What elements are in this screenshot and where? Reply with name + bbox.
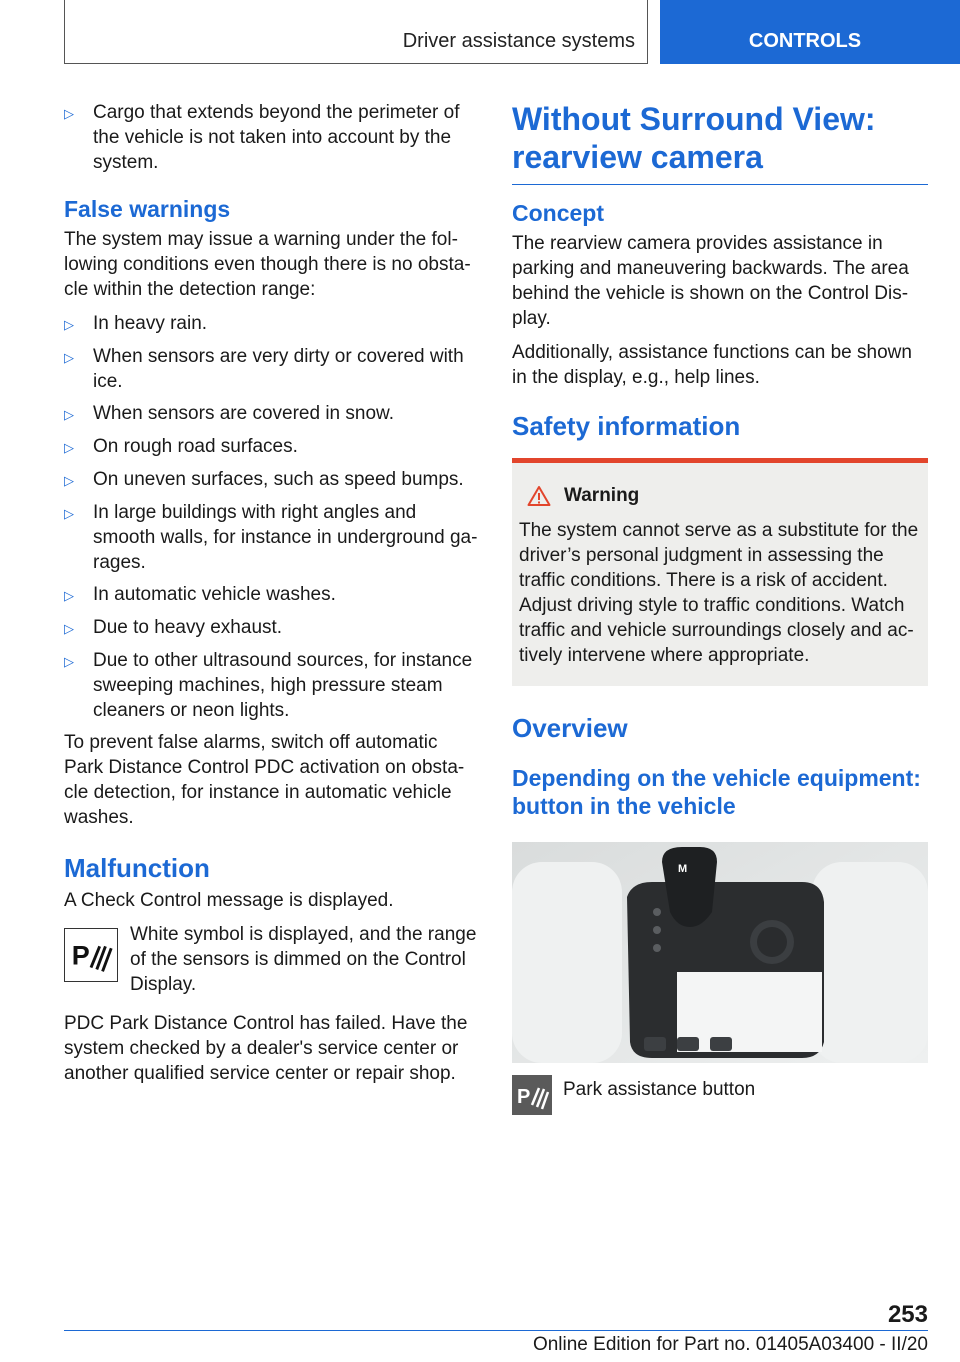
header-tab-label: CONTROLS bbox=[748, 30, 862, 52]
footer-edition: Online Edition for Part no. 01405A03400 - II/20 bbox=[532, 1334, 928, 1355]
list-item bbox=[64, 311, 480, 337]
warning-box bbox=[512, 458, 928, 686]
warning-title: Warning bbox=[564, 485, 640, 506]
list-item-text: On rough road surfaces. bbox=[93, 436, 298, 457]
list-item-text: On uneven surfaces, such as speed bumps. bbox=[93, 469, 464, 490]
false-warnings-outro: To prevent false alarms, switch off automatic Park Distance Control PDC activation on obsta-cle detection, for instance in automatic vehicle washes. bbox=[64, 732, 465, 828]
list-item-text: In automatic vehicle washes. bbox=[93, 584, 336, 605]
header-tab-controls[interactable] bbox=[660, 0, 960, 64]
bullet-triangle-icon: ▷ bbox=[64, 440, 74, 455]
section-heading-false-warnings: False warnings bbox=[64, 196, 231, 222]
header-section-title: Driver assistance systems bbox=[402, 30, 635, 52]
warning-title-row bbox=[519, 485, 922, 507]
section-heading-concept: Concept bbox=[512, 200, 604, 226]
list-item-text: When sensors are covered in snow. bbox=[93, 403, 394, 424]
list-item-text: In large buildings with right angles and smooth walls, for instance in underground ga-rages. bbox=[93, 502, 478, 573]
section-heading-overview: Overview bbox=[512, 713, 628, 743]
title-divider bbox=[512, 184, 928, 185]
bullet-triangle-icon: ▷ bbox=[64, 317, 74, 332]
svg-text:P: P bbox=[517, 1086, 531, 1108]
list-item-text: Due to other ultrasound sources, for instance sweeping machines, high pressure steam cleaners or neon lights. bbox=[93, 650, 473, 721]
warning-text: The system cannot serve as a substitute for the driver’s personal judgment in assessing the traffic conditions. There is a risk of accident. Adjust driving style to traffic conditions. Watch traffic and vehicle surroundings closely and ac-tively intervene where appropriate. bbox=[519, 520, 919, 666]
bullet-triangle-icon: ▷ bbox=[64, 106, 74, 121]
center-console-photo bbox=[512, 842, 928, 1063]
list-item bbox=[64, 401, 480, 427]
subsection-heading-button: Depending on the vehicle equipment: button in the vehicle bbox=[512, 765, 921, 819]
park-assistance-caption: Park assistance button bbox=[563, 1079, 756, 1100]
list-item-text: In heavy rain. bbox=[93, 313, 208, 334]
svg-text:M: M bbox=[678, 863, 688, 875]
bullet-triangle-icon: ▷ bbox=[64, 506, 74, 521]
list-item bbox=[64, 648, 480, 723]
bullet-triangle-icon: ▷ bbox=[64, 654, 74, 669]
section-heading-malfunction: Malfunction bbox=[64, 853, 210, 883]
concept-paragraph-2: Additionally, assistance functions can be shown in the display, e.g., help lines. bbox=[512, 342, 912, 388]
list-item-text: Due to heavy exhaust. bbox=[93, 617, 283, 638]
pdc-symbol-row bbox=[64, 922, 480, 997]
list-item bbox=[64, 344, 480, 394]
footer-divider bbox=[64, 1330, 928, 1331]
list-item-text: Cargo that extends beyond the perimeter of the vehicle is not taken into account by the system. bbox=[93, 102, 460, 173]
bullet-triangle-icon: ▷ bbox=[64, 407, 74, 422]
svg-text:P: P bbox=[71, 940, 90, 971]
list-item bbox=[64, 467, 480, 493]
chapter-title: Without Surround View: rearview camera bbox=[512, 101, 876, 175]
park-distance-control-icon bbox=[64, 928, 118, 982]
page-number: 253 bbox=[887, 1301, 928, 1328]
list-item bbox=[64, 615, 480, 641]
concept-paragraph-1: The rearview camera provides assistance in parking and maneuvering backwards. The area behind the vehicle is shown on the Control Dis-play. bbox=[512, 233, 909, 329]
list-item bbox=[64, 434, 480, 460]
park-assistance-button-row bbox=[512, 1075, 928, 1115]
park-assistance-button-icon[interactable] bbox=[512, 1075, 552, 1115]
bullet-triangle-icon: ▷ bbox=[64, 473, 74, 488]
list-item-text: When sensors are very dirty or covered with ice. bbox=[93, 346, 464, 392]
bullet-triangle-icon: ▷ bbox=[64, 621, 74, 636]
bullet-triangle-icon: ▷ bbox=[64, 588, 74, 603]
malfunction-intro: A Check Control message is displayed. bbox=[64, 890, 394, 911]
right-column bbox=[512, 100, 928, 1115]
list-item bbox=[64, 500, 480, 575]
list-item bbox=[64, 582, 480, 608]
malfunction-outro: PDC Park Distance Control has failed. Have the system checked by a dealer's service center or another qualified service center or repair shop. bbox=[64, 1013, 468, 1084]
section-heading-safety: Safety information bbox=[512, 411, 741, 441]
false-warnings-intro: The system may issue a warning under the fol-lowing conditions even though there is no obsta-cle within the detection range: bbox=[64, 229, 471, 300]
list-item bbox=[64, 100, 480, 175]
pdc-symbol-description: White symbol is displayed, and the range of the sensors is dimmed on the Control Display. bbox=[130, 924, 477, 995]
bullet-triangle-icon: ▷ bbox=[64, 350, 74, 365]
left-column bbox=[64, 100, 480, 1095]
warning-triangle-icon bbox=[527, 485, 551, 507]
